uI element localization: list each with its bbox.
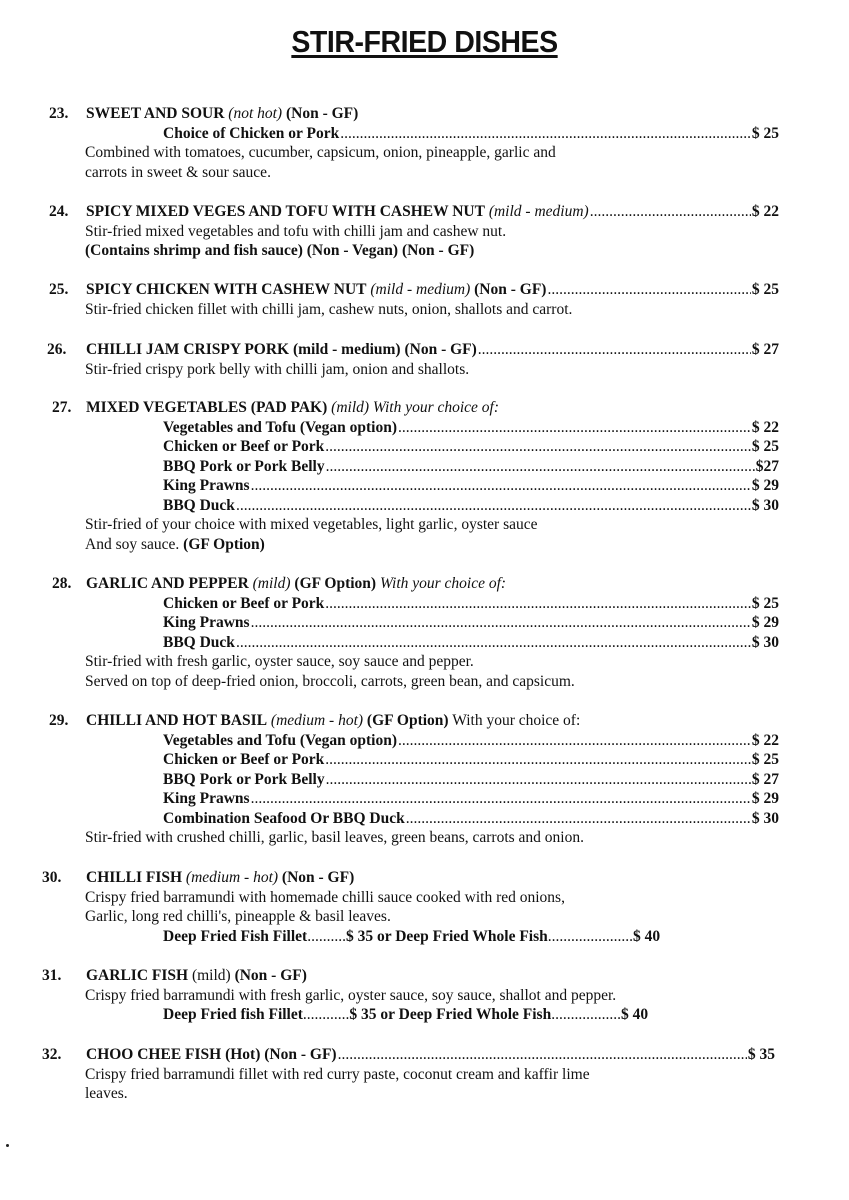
item-number: 23. [49,105,69,122]
item-heading: CHILLI AND HOT BASIL (medium - hot) (GF Option) With your choice of: [86,712,581,729]
item-number: 32. [42,1046,62,1063]
item-heading: SPICY CHICKEN WITH CASHEW NUT (mild - medium) (Non - GF) ..... $ 25 [86,280,779,300]
item-note: (Contains shrimp and fish sauce) (Non - Vegan) (Non - GF) [85,242,475,259]
item-number: 28. [52,575,72,592]
item-desc: Stir-fried chicken fillet with chilli jam, cashew nuts, onion, shallots and carrot. [85,300,573,318]
item-number: 29. [49,712,69,729]
price-row: Chicken or Beef or Pork ..... $ 25 [163,750,779,770]
fish-price-row: Deep Fried Fish Fillet..........$ 35 or Deep Fried Whole Fish......................$ 40 [163,927,661,945]
item-desc: Crispy fried barramundi with fresh garlic, oyster sauce, soy sauce, shallot and pepper. [85,986,617,1004]
item-heading: CHILLI FISH (medium - hot) (Non - GF) [86,869,355,886]
item-heading: CHILLI JAM CRISPY PORK (mild - medium) (Non - GF) ..... $ 27 [86,340,779,360]
item-desc: Stir-fried with crushed chilli, garlic, basil leaves, green beans, carrots and onion. [85,829,584,846]
item-desc: Stir-fried with fresh garlic, oyster sauce, soy sauce and pepper. [85,653,474,670]
item-desc: Stir-fried crispy pork belly with chilli jam, onion and shallots. [85,360,470,378]
scan-speck [6,1144,9,1147]
price-row: BBQ Pork or Pork Belly ..... $ 27 [163,770,779,790]
price-row: Chicken or Beef or Pork ..... $ 25 [163,594,779,614]
item-heading: CHOO CHEE FISH (Hot) (Non - GF) ..... $ 35 [86,1045,775,1065]
price-row: Vegetables and Tofu (Vegan option) ..... $ 22 [163,418,779,438]
price-row: King Prawns ..... $ 29 [163,613,779,633]
item-desc: Stir-fried mixed vegetables and tofu with chilli jam and cashew nut. [85,222,507,240]
item-name: SWEET AND SOUR [86,105,225,122]
item-desc: leaves. [85,1085,128,1102]
item-heading: MIXED VEGETABLES (PAD PAK) (mild) With your choice of: [86,399,500,416]
price-row: Vegetables and Tofu (Vegan option) ..... $ 22 [163,731,779,751]
page-title: STIR-FRIED DISHES [291,24,558,59]
item-desc: Crispy fried barramundi with homemade chilli sauce cooked with red onions, [85,888,565,906]
item-number: 25. [49,281,69,298]
price-row: King Prawns ..... $ 29 [163,476,779,496]
price-row: Chicken or Beef or Pork ..... $ 25 [163,437,779,457]
price-row: BBQ Pork or Pork Belly ..... $27 [163,457,779,477]
fish-price-row: Deep Fried fish Fillet............$ 35 or Deep Fried Whole Fish..................$ 40 [163,1006,649,1023]
price-row: BBQ Duck ..... $ 30 [163,496,779,516]
item-desc: Crispy fried barramundi fillet with red curry paste, coconut cream and kaffir lime [85,1065,590,1083]
item-number: 26. [47,341,67,358]
item-heading: GARLIC AND PEPPER (mild) (GF Option) With your choice of: [86,575,507,592]
item-desc: Stir-fried of your choice with mixed vegetables, light garlic, oyster sauce [85,516,538,533]
item-number: 27. [52,399,72,416]
item-number: 24. [49,203,69,220]
item-desc: carrots in sweet & sour sauce. [85,163,271,181]
item-desc: Served on top of deep-fried onion, broccoli, carrots, green bean, and capsicum. [85,672,575,690]
item-number: 30. [42,869,62,886]
price-row: Combination Seafood Or BBQ Duck ..... $ 30 [163,809,779,829]
item-heading: SPICY MIXED VEGES AND TOFU WITH CASHEW NUT (mild - medium) ..... $ 22 [86,202,779,222]
price-row: BBQ Duck ..... $ 30 [163,633,779,653]
item-heading [86,104,809,124]
item-desc: Combined with tomatoes, cucumber, capsicum, onion, pineapple, garlic and [85,144,556,161]
item-heading: GARLIC FISH (mild) (Non - GF) [86,967,307,984]
item-desc: And soy sauce. (GF Option) [85,535,265,553]
item-number: 31. [42,967,62,984]
price-row: King Prawns ..... $ 29 [163,789,779,809]
price-row: Choice of Chicken or Pork ..... $ 25 [163,124,779,144]
item-desc: Garlic, long red chilli's, pineapple & basil leaves. [85,908,391,925]
item-heat: (not hot) [228,105,283,122]
item-tags: (Non - GF) [285,105,359,122]
